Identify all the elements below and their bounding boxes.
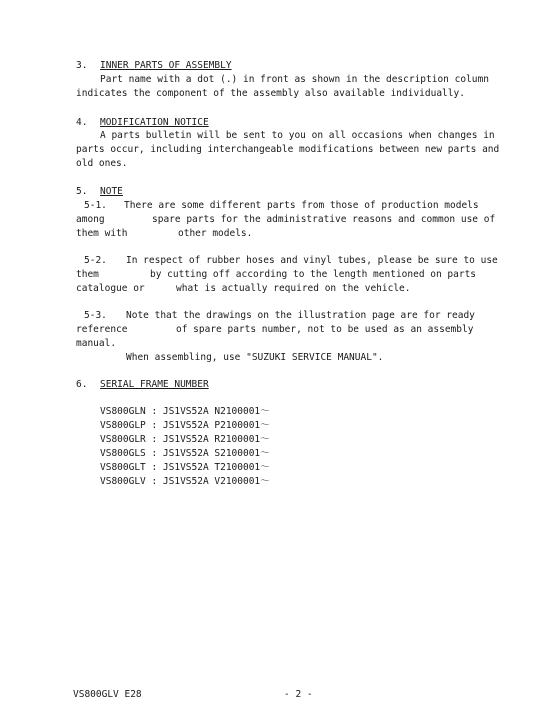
footer-page-number: - 2 - bbox=[284, 689, 313, 700]
note-5-1-lead-2: them with bbox=[76, 228, 128, 239]
serial-row: VS800GLT : JS1VS52A T2100001～ bbox=[100, 462, 270, 473]
section-4-title: MODIFICATION NOTICE bbox=[100, 117, 209, 128]
section-4-line-2: parts occur, including interchangeable modifications between new parts and bbox=[76, 144, 500, 155]
section-3-number: 3. bbox=[76, 60, 88, 71]
note-5-3-lead-1: reference bbox=[76, 324, 128, 335]
serial-row: VS800GLV : JS1VS52A V2100001～ bbox=[100, 476, 270, 487]
section-4-line-3: old ones. bbox=[76, 158, 128, 169]
serial-row: VS800GLS : JS1VS52A S2100001～ bbox=[100, 448, 270, 459]
note-5-3-line-1: Note that the drawings on the illustration page are for ready bbox=[126, 310, 475, 321]
note-5-1-label: 5-1. bbox=[84, 200, 107, 211]
note-5-1-line-1: There are some different parts from those of production models bbox=[124, 200, 479, 211]
note-5-1-lead-1: among bbox=[76, 214, 105, 225]
section-6-number: 6. bbox=[76, 379, 88, 390]
note-5-2-line-1: In respect of rubber hoses and vinyl tubes, please be sure to use bbox=[126, 255, 498, 266]
footer-model: VS800GLV E28 bbox=[73, 689, 142, 700]
note-5-2-lead-2: catalogue or bbox=[76, 283, 145, 294]
section-4-number: 4. bbox=[76, 117, 88, 128]
note-5-1-line-2: spare parts for the administrative reasons and common use of bbox=[152, 214, 496, 225]
note-5-1-line-3: other models. bbox=[178, 228, 253, 239]
section-3-line-1: Part name with a dot (.) in front as shown in the description column bbox=[100, 74, 489, 85]
note-5-3-line-2: of spare parts number, not to be used as an assembly bbox=[176, 324, 474, 335]
serial-row: VS800GLN : JS1VS52A N2100001～ bbox=[100, 406, 270, 417]
note-5-2-line-3: what is actually required on the vehicle. bbox=[176, 283, 411, 294]
note-5-3-line-4: When assembling, use "SUZUKI SERVICE MANUAL". bbox=[126, 352, 384, 363]
note-5-3-line-3: manual. bbox=[76, 338, 117, 349]
section-6-title: SERIAL FRAME NUMBER bbox=[100, 379, 209, 390]
serial-row: VS800GLP : JS1VS52A P2100001～ bbox=[100, 420, 270, 431]
note-5-3-label: 5-3. bbox=[84, 310, 107, 321]
section-4-line-1: A parts bulletin will be sent to you on all occasions when changes in bbox=[100, 130, 495, 141]
section-5-number: 5. bbox=[76, 186, 88, 197]
note-5-2-label: 5-2. bbox=[84, 255, 107, 266]
serial-row: VS800GLR : JS1VS52A R2100001～ bbox=[100, 434, 270, 445]
note-5-2-line-2: by cutting off according to the length mentioned on parts bbox=[150, 269, 477, 280]
section-5-title: NOTE bbox=[100, 186, 123, 197]
note-5-2-lead-1: them bbox=[76, 269, 99, 280]
section-3-title: INNER PARTS OF ASSEMBLY bbox=[100, 60, 232, 71]
section-3-line-2: indicates the component of the assembly also available individually. bbox=[76, 88, 465, 99]
